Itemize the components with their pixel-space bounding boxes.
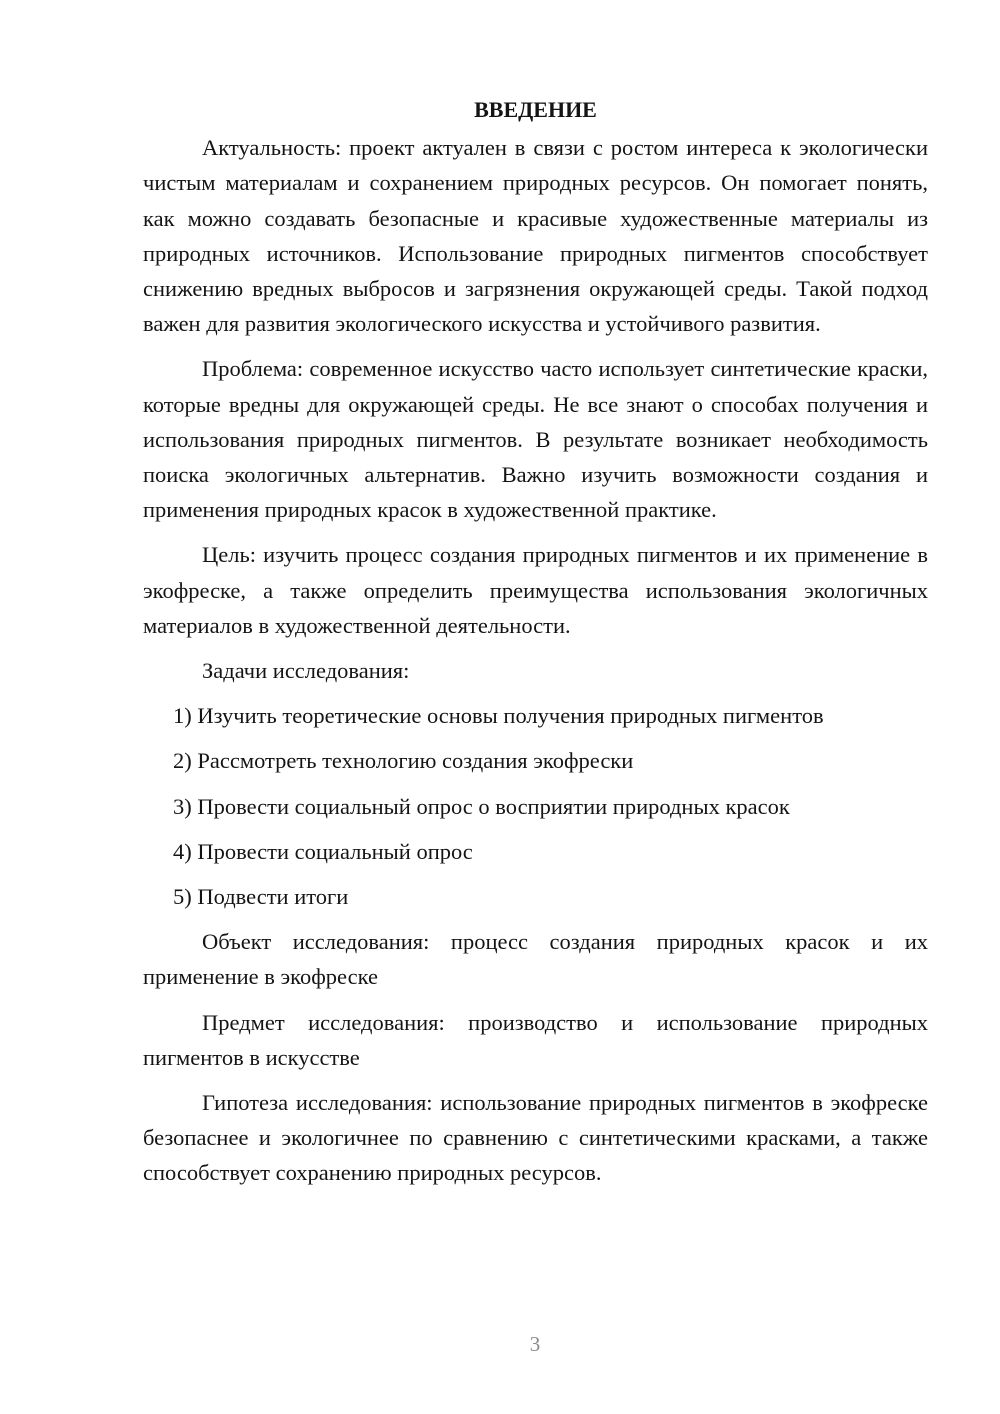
subject-paragraph: Предмет исследования: производство и использование природных пигментов в искусстве [143,1009,928,1070]
goal-paragraph: Цель: изучить процесс создания природных пигментов и их применение в экофреске, а также определить преимущества использования экологичных материалов в художественной деятельности. [143,542,928,638]
tasks-list [143,698,928,914]
task-item: 1) Изучить теоретические основы получения природных пигментов [173,703,824,729]
object-paragraph: Объект исследования: процесс создания природных красок и их применение в экофреске [143,929,928,990]
task-item: 5) Подвести итоги [173,884,349,910]
task-item: 2) Рассмотреть технологию создания экофрески [173,748,634,774]
task-item: 3) Провести социальный опрос о восприятии природных красок [173,793,790,819]
relevance-paragraph: Актуальность: проект актуален в связи с ростом интереса к экологически чистым материалам и сохранением природных ресурсов. Он помогает понять, как можно создавать безопасные и красивые художественные материалы из природных источников. Использование природных пигментов способствует снижению вредных выбросов и загрязнения окружающей среды. Такой подход важен для развития экологического искусства и устойчивого развития. [143,135,928,337]
section-heading: ВВЕДЕНИЕ [474,97,597,122]
hypothesis-paragraph: Гипотеза исследования: использование природных пигментов в экофреске безопаснее и экологичнее по сравнению с синтетическими красками, а также способствует сохранению природных ресурсов. [143,1090,928,1186]
problem-paragraph: Проблема: современное искусство часто использует синтетические краски, которые вредны для окружающей среды. Не все знают о способах получения и использования природных пигментов. В результате возникает необходимость поиска экологичных альтернатив. Важно изучить возможности создания и применения природных красок в художественной практике. [143,356,928,523]
tasks-label: Задачи исследования: [202,658,410,684]
document-page [143,92,928,1201]
page-number: 3 [529,1332,541,1356]
task-item: 4) Провести социальный опрос [173,838,473,864]
